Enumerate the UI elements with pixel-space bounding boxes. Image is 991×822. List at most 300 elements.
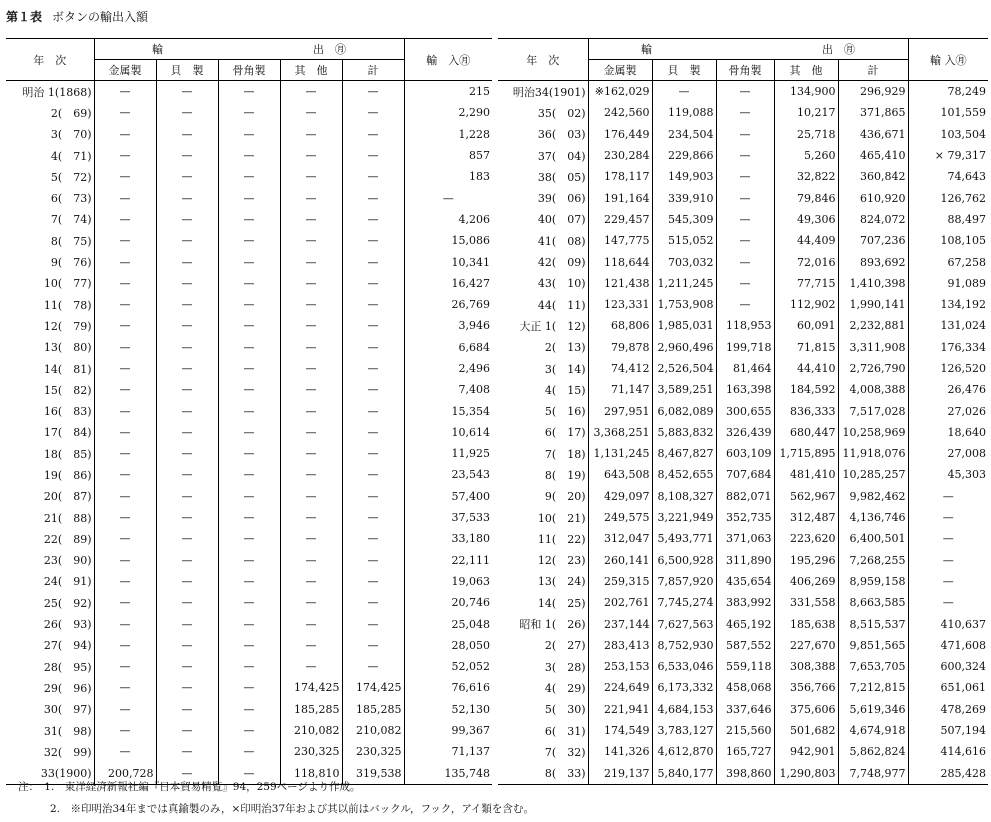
header-shell: 貝 製	[156, 60, 218, 81]
table-row	[498, 166, 988, 187]
value-cell: —	[156, 528, 218, 549]
value-cell: 339,910	[652, 187, 716, 208]
value-cell: —	[280, 592, 342, 613]
value-cell: —	[280, 315, 342, 336]
value-cell: —	[280, 230, 342, 251]
value-cell: —	[280, 81, 342, 103]
value-cell: 141,326	[588, 741, 652, 762]
value-cell: 352,735	[716, 507, 774, 528]
table-row	[6, 507, 492, 528]
year-cell: 13( 80)	[6, 337, 94, 358]
value-cell: 458,068	[716, 677, 774, 698]
value-cell: 71,147	[588, 379, 652, 400]
value-cell: —	[94, 379, 156, 400]
value-cell: 9,851,565	[849, 638, 906, 652]
header-export-right: 出 ㊊	[822, 43, 855, 56]
value-cell: 587,552	[716, 635, 774, 656]
value-cell: 210,082	[280, 720, 342, 741]
table-row	[498, 443, 988, 464]
value-cell: 8,959,158	[849, 574, 906, 588]
header-import: 輸 入㊊	[404, 39, 492, 81]
table-row	[6, 592, 492, 613]
value-cell: —	[367, 596, 379, 610]
value-cell: 7,517,028	[849, 404, 906, 418]
value-cell: —	[280, 528, 342, 549]
value-cell: 45,303	[908, 464, 988, 485]
value-cell: —	[94, 677, 156, 698]
value-cell: —	[156, 486, 218, 507]
value-cell: 165,727	[716, 741, 774, 762]
value-cell: 2,526,504	[652, 358, 716, 379]
value-cell: 545,309	[652, 209, 716, 230]
header-total: 計	[838, 60, 908, 81]
year-cell: 39( 06)	[498, 187, 588, 208]
value-cell: 360,842	[860, 170, 906, 184]
value-cell: 414,616	[908, 741, 988, 762]
value-cell: 8,467,827	[652, 443, 716, 464]
value-cell: —	[280, 166, 342, 187]
value-cell: 8,752,930	[652, 635, 716, 656]
value-cell: 600,324	[908, 656, 988, 677]
value-cell: 1,990,141	[849, 298, 906, 312]
value-cell: —	[908, 592, 988, 613]
value-cell: —	[156, 507, 218, 528]
value-cell: 331,558	[774, 592, 838, 613]
value-cell: 149,903	[652, 166, 716, 187]
value-cell: 5,862,824	[849, 745, 906, 759]
value-cell: 4,136,746	[849, 511, 906, 525]
value-cell: —	[908, 550, 988, 571]
value-cell: 7,653,705	[849, 660, 906, 674]
year-cell: 22( 89)	[6, 528, 94, 549]
value-cell: —	[156, 464, 218, 485]
year-cell: 2( 27)	[498, 635, 588, 656]
value-cell: 2,960,496	[652, 337, 716, 358]
value-cell: 126,520	[908, 358, 988, 379]
value-cell: —	[156, 677, 218, 698]
value-cell: 836,333	[774, 400, 838, 421]
year-cell: 明治 1(1868)	[6, 81, 94, 103]
table-row	[6, 379, 492, 400]
table-row	[6, 315, 492, 336]
value-cell: —	[218, 273, 280, 294]
value-cell: 210,082	[356, 724, 402, 738]
footnotes	[18, 776, 534, 820]
table-row	[6, 443, 492, 464]
value-cell: 4,008,388	[849, 383, 906, 397]
value-cell: 26,769	[404, 294, 492, 315]
value-cell: —	[367, 276, 379, 290]
year-cell: 15( 82)	[6, 379, 94, 400]
value-cell: 371,063	[716, 528, 774, 549]
value-cell: × 79,317	[908, 145, 988, 166]
value-cell: 10,341	[404, 251, 492, 272]
value-cell: 7,212,815	[849, 681, 906, 695]
value-cell: 88,497	[908, 209, 988, 230]
value-cell: —	[156, 358, 218, 379]
year-cell: 3( 70)	[6, 124, 94, 145]
year-cell: 38( 05)	[498, 166, 588, 187]
value-cell: 44,409	[774, 230, 838, 251]
header-bone: 骨角製	[716, 60, 774, 81]
value-cell: —	[218, 699, 280, 720]
value-cell: —	[716, 124, 774, 145]
table-row	[498, 571, 988, 592]
value-cell: —	[156, 763, 218, 785]
value-cell: 191,164	[588, 187, 652, 208]
value-cell: 67,258	[908, 251, 988, 272]
value-cell: 603,109	[716, 443, 774, 464]
year-cell: 40( 07)	[498, 209, 588, 230]
value-cell: —	[218, 763, 280, 785]
value-cell: —	[156, 422, 218, 443]
value-cell: 1,715,895	[774, 443, 838, 464]
value-cell: —	[94, 635, 156, 656]
value-cell: —	[218, 613, 280, 634]
value-cell: 44,410	[774, 358, 838, 379]
value-cell: 259,315	[588, 571, 652, 592]
value-cell: —	[280, 145, 342, 166]
value-cell: 185,285	[280, 699, 342, 720]
year-cell: 7( 18)	[498, 443, 588, 464]
value-cell: 942,901	[774, 741, 838, 762]
value-cell: —	[156, 656, 218, 677]
value-cell: —	[908, 528, 988, 549]
value-cell: 375,606	[774, 699, 838, 720]
year-cell: 4( 29)	[498, 677, 588, 698]
value-cell: —	[716, 273, 774, 294]
value-cell: 74,643	[908, 166, 988, 187]
value-cell: —	[156, 102, 218, 123]
table-row	[498, 337, 988, 358]
table-row	[6, 741, 492, 762]
year-cell: 10( 21)	[498, 507, 588, 528]
value-cell: 10,217	[774, 102, 838, 123]
value-cell: —	[218, 635, 280, 656]
table-row	[6, 358, 492, 379]
value-cell: 221,941	[588, 699, 652, 720]
value-cell: —	[908, 486, 988, 507]
value-cell: —	[280, 379, 342, 400]
table-row	[6, 422, 492, 443]
value-cell: —	[156, 81, 218, 103]
value-cell: 174,425	[356, 681, 402, 695]
year-cell: 4( 15)	[498, 379, 588, 400]
value-cell: —	[280, 187, 342, 208]
value-cell: 707,684	[716, 464, 774, 485]
value-cell: —	[218, 358, 280, 379]
value-cell: —	[367, 468, 379, 482]
value-cell: —	[367, 617, 379, 631]
value-cell: 7,408	[404, 379, 492, 400]
value-cell: 406,269	[774, 571, 838, 592]
year-cell: 11( 22)	[498, 528, 588, 549]
table-row	[6, 550, 492, 571]
year-cell: 6( 73)	[6, 187, 94, 208]
value-cell: 118,644	[588, 251, 652, 272]
value-cell: —	[94, 720, 156, 741]
value-cell: —	[280, 550, 342, 571]
year-cell: 36( 03)	[498, 124, 588, 145]
value-cell: 57,400	[404, 486, 492, 507]
header-year: 年 次	[6, 39, 94, 81]
year-cell: 2( 13)	[498, 337, 588, 358]
value-cell: —	[367, 660, 379, 674]
table-row	[6, 145, 492, 166]
value-cell: 108,105	[908, 230, 988, 251]
value-cell: 1,131,245	[588, 443, 652, 464]
value-cell: 77,715	[774, 273, 838, 294]
table-row	[498, 145, 988, 166]
value-cell: —	[94, 102, 156, 123]
year-cell: 31( 98)	[6, 720, 94, 741]
table-row	[498, 209, 988, 230]
year-cell: 21( 88)	[6, 507, 94, 528]
value-cell: 562,967	[774, 486, 838, 507]
year-cell: 14( 25)	[498, 592, 588, 613]
value-cell: 436,671	[860, 127, 906, 141]
value-cell: 123,331	[588, 294, 652, 315]
value-cell: 230,284	[588, 145, 652, 166]
table-left-body	[6, 81, 492, 785]
footnote-2: 2. ※印明治34年までは真鍮製のみ，×印明治37年および其以前はバックル，フック，アイ類を含む。	[50, 803, 534, 815]
year-cell: 12( 79)	[6, 315, 94, 336]
value-cell: —	[716, 166, 774, 187]
value-cell: 200,728	[94, 763, 156, 785]
table-row	[498, 592, 988, 613]
value-cell: 11,925	[404, 443, 492, 464]
value-cell: —	[280, 102, 342, 123]
table-row	[6, 656, 492, 677]
value-cell: —	[94, 443, 156, 464]
value-cell: 229,866	[652, 145, 716, 166]
value-cell: 326,439	[716, 422, 774, 443]
value-cell: 74,412	[588, 358, 652, 379]
value-cell: —	[280, 486, 342, 507]
year-cell: 18( 85)	[6, 443, 94, 464]
value-cell: —	[218, 379, 280, 400]
value-cell: —	[404, 187, 492, 208]
value-cell: —	[94, 486, 156, 507]
year-cell: 26( 93)	[6, 613, 94, 634]
value-cell: 297,951	[588, 400, 652, 421]
value-cell: —	[280, 635, 342, 656]
table-row	[6, 230, 492, 251]
header-export-left: 輸	[152, 43, 163, 56]
value-cell: 308,388	[774, 656, 838, 677]
value-cell: —	[156, 230, 218, 251]
value-cell: 3,783,127	[652, 720, 716, 741]
value-cell: —	[716, 251, 774, 272]
value-cell: —	[367, 362, 379, 375]
table-row	[498, 763, 988, 785]
value-cell: —	[94, 613, 156, 634]
value-cell: 7,745,274	[652, 592, 716, 613]
value-cell: 27,008	[908, 443, 988, 464]
value-cell: —	[716, 187, 774, 208]
value-cell: —	[218, 251, 280, 272]
year-cell: 8( 19)	[498, 464, 588, 485]
value-cell: —	[908, 507, 988, 528]
value-cell: 478,269	[908, 699, 988, 720]
value-cell: 4,612,870	[652, 741, 716, 762]
value-cell: —	[367, 191, 379, 205]
value-cell: 224,649	[588, 677, 652, 698]
value-cell: —	[716, 230, 774, 251]
year-cell: 5( 16)	[498, 400, 588, 421]
year-cell: 25( 92)	[6, 592, 94, 613]
table-row	[498, 486, 988, 507]
value-cell: —	[156, 251, 218, 272]
value-cell: 3,221,949	[652, 507, 716, 528]
value-cell: —	[280, 443, 342, 464]
value-cell: —	[218, 464, 280, 485]
table-row	[498, 656, 988, 677]
value-cell: —	[367, 298, 379, 312]
value-cell: 312,487	[774, 507, 838, 528]
value-cell: —	[218, 166, 280, 187]
footnote-1: 注： 1. 東洋経済新報社編『日本貿易精覧』94，259ページより作成。	[18, 781, 361, 793]
header-other: 其 他	[280, 60, 342, 81]
value-cell: —	[156, 124, 218, 145]
value-cell: —	[367, 85, 379, 99]
value-cell: 371,865	[860, 106, 906, 120]
value-cell: 285,428	[908, 763, 988, 785]
header-metal: 金属製	[588, 60, 652, 81]
value-cell: 3,589,251	[652, 379, 716, 400]
table-row	[498, 635, 988, 656]
value-cell: —	[716, 145, 774, 166]
value-cell: 707,236	[860, 234, 906, 248]
value-cell: —	[280, 358, 342, 379]
value-cell: 15,354	[404, 400, 492, 421]
value-cell: 429,097	[588, 486, 652, 507]
value-cell: 33,180	[404, 528, 492, 549]
value-cell: 249,575	[588, 507, 652, 528]
value-cell: 5,493,771	[652, 528, 716, 549]
value-cell: 178,117	[588, 166, 652, 187]
value-cell: —	[367, 383, 379, 397]
value-cell: 2,290	[404, 102, 492, 123]
table-row	[498, 251, 988, 272]
header-total: 計	[342, 60, 404, 81]
year-cell: 23( 90)	[6, 550, 94, 571]
value-cell: 435,654	[716, 571, 774, 592]
value-cell: 229,457	[588, 209, 652, 230]
value-cell: 651,061	[908, 677, 988, 698]
value-cell: 296,929	[860, 85, 906, 99]
value-cell: —	[218, 187, 280, 208]
value-cell: 81,464	[716, 358, 774, 379]
table-row	[6, 699, 492, 720]
value-cell: 356,766	[774, 677, 838, 698]
value-cell: —	[156, 337, 218, 358]
value-cell: —	[156, 209, 218, 230]
value-cell: 1,228	[404, 124, 492, 145]
value-cell: 559,118	[716, 656, 774, 677]
value-cell: —	[367, 638, 379, 652]
year-cell: 6( 17)	[498, 422, 588, 443]
value-cell: 7,748,977	[838, 763, 908, 785]
year-cell: 43( 10)	[498, 273, 588, 294]
table-row	[6, 273, 492, 294]
value-cell: —	[156, 187, 218, 208]
year-cell: 昭和 1( 26)	[498, 613, 588, 634]
value-cell: —	[94, 358, 156, 379]
value-cell: —	[218, 124, 280, 145]
value-cell: —	[156, 635, 218, 656]
value-cell: 119,088	[652, 102, 716, 123]
value-cell: 202,761	[588, 592, 652, 613]
table-row	[6, 613, 492, 634]
table-row	[498, 187, 988, 208]
year-cell: 明治34(1901)	[498, 81, 588, 103]
year-cell: 32( 99)	[6, 741, 94, 762]
value-cell: —	[218, 528, 280, 549]
value-cell: —	[280, 294, 342, 315]
value-cell: —	[367, 212, 379, 226]
value-cell: —	[218, 102, 280, 123]
value-cell: 6,082,089	[652, 400, 716, 421]
value-cell: —	[156, 166, 218, 187]
value-cell: 10,614	[404, 422, 492, 443]
value-cell: —	[367, 255, 379, 269]
value-cell: 76,616	[404, 677, 492, 698]
value-cell: —	[367, 234, 379, 248]
value-cell: —	[156, 443, 218, 464]
value-cell: —	[716, 81, 774, 103]
header-metal: 金属製	[94, 60, 156, 81]
table-row	[6, 400, 492, 421]
table-row	[498, 528, 988, 549]
table-row	[498, 550, 988, 571]
value-cell: —	[367, 404, 379, 418]
table-row	[498, 741, 988, 762]
value-cell: 337,646	[716, 699, 774, 720]
value-cell: 227,670	[774, 635, 838, 656]
value-cell: 7,627,563	[652, 613, 716, 634]
value-cell: —	[280, 507, 342, 528]
value-cell: 118,953	[716, 315, 774, 336]
value-cell: 1,753,908	[652, 294, 716, 315]
year-cell: 41( 08)	[498, 230, 588, 251]
table-row	[6, 571, 492, 592]
value-cell: 52,052	[404, 656, 492, 677]
table-row	[6, 486, 492, 507]
value-cell: 6,533,046	[652, 656, 716, 677]
value-cell: —	[156, 741, 218, 762]
year-cell: 7( 32)	[498, 741, 588, 762]
value-cell: —	[280, 422, 342, 443]
value-cell: 1,211,245	[652, 273, 716, 294]
value-cell: —	[218, 656, 280, 677]
value-cell: 163,398	[716, 379, 774, 400]
value-cell: —	[218, 209, 280, 230]
table-row	[498, 422, 988, 443]
year-cell: 4( 71)	[6, 145, 94, 166]
year-cell: 37( 04)	[498, 145, 588, 166]
value-cell: 25,718	[774, 124, 838, 145]
year-cell: 6( 31)	[498, 720, 588, 741]
value-cell: 10,258,969	[842, 425, 906, 439]
table-row	[6, 677, 492, 698]
year-cell: 3( 28)	[498, 656, 588, 677]
value-cell: 10,285,257	[842, 468, 906, 482]
value-cell: 643,508	[588, 464, 652, 485]
value-cell: —	[280, 613, 342, 634]
table-row	[498, 315, 988, 336]
table-row	[498, 102, 988, 123]
